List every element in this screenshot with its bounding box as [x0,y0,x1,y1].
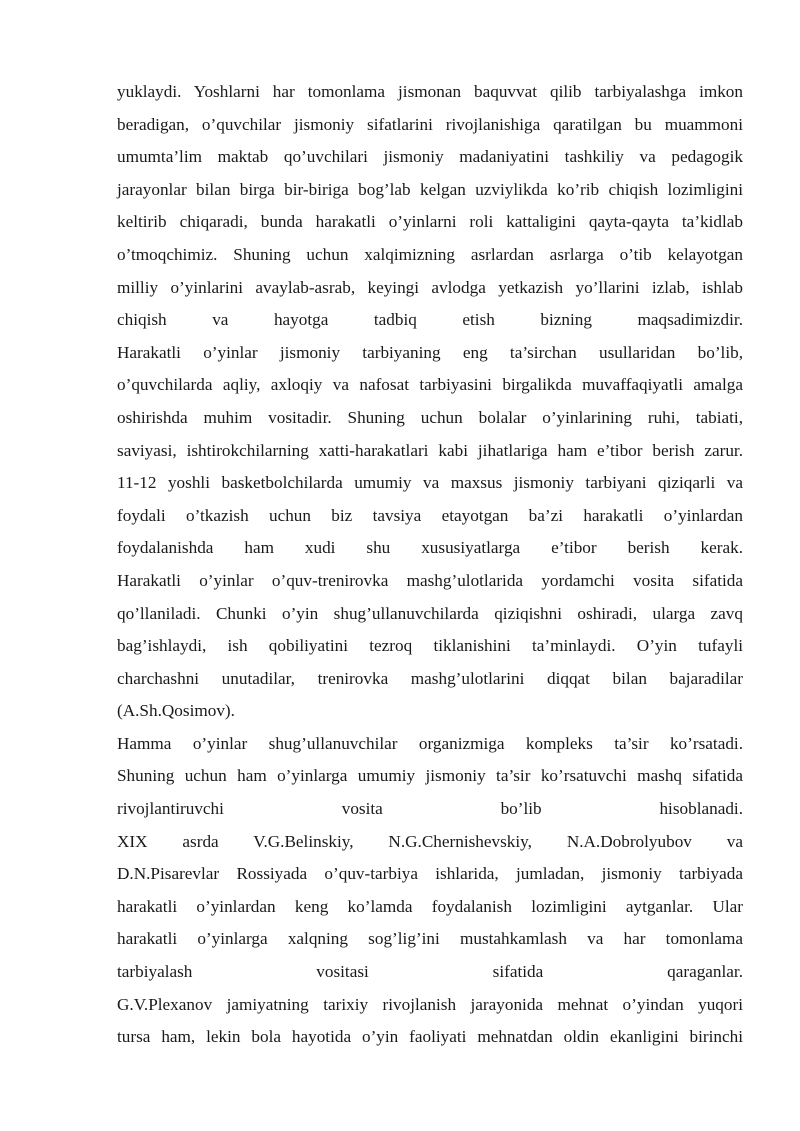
text-line: (A.Sh.Qosimov). [117,701,235,721]
text-line: foydali o’tkazish uchun biz tavsiya etayotgan ba’zi harakatli o’yinlardan [117,505,743,525]
text-line: rivojlantiruvchi vosita bo’lib hisoblanadi. [117,799,743,819]
text-line: tarbiyalash vositasi sifatida qaraganlar. [117,962,743,982]
text-line: chiqish va hayotga tadbiq etish bizning maqsadimizdir. [117,310,743,330]
text-line: tursa ham, lekin bola hayotida o’yin faoliyati mehnatdan oldin ekanligini birinchi [117,1027,743,1047]
text-line: charchashni unutadilar, trenirovka mashg’ulotlarini diqqat bilan bajaradilar [117,668,743,688]
text-line: Hamma o’yinlar shug’ullanuvchilar organizmiga kompleks ta’sir ko’rsatadi. [117,733,743,753]
body-text [117,76,743,1054]
text-line: beradigan, o’quvchilar jismoniy sifatlarini rivojlanishiga qaratilgan bu muammoni [117,114,743,134]
text-line: qo’llaniladi. Chunki o’yin shug’ullanuvchilarda qiziqishni oshiradi, ularga zavq [117,603,743,623]
text-line: Harakatli o’yinlar jismoniy tarbiyaning eng ta’sirchan usullaridan bo’lib, [117,342,743,362]
text-line: jarayonlar bilan birga bir-biriga bog’lab kelgan uzviylikda ko’rib chiqish lozimligini [117,179,743,199]
text-line: Harakatli o’yinlar o’quv-trenirovka mashg’ulotlarida yordamchi vosita sifatida [117,570,743,590]
text-line: yuklaydi. Yoshlarni har tomonlama jismonan baquvvat qilib tarbiyalashga imkon [117,82,743,101]
text-line: Shuning uchun ham o’yinlarga umumiy jismoniy ta’sir ko’rsatuvchi mashq sifatida [117,766,743,786]
text-line: o’quvchilarda aqliy, axloqiy va nafosat tarbiyasini birgalikda muvaffaqiyatli amalga [117,375,743,395]
text-line: D.N.Pisarevlar Rossiyada o’quv-tarbiya ishlarida, jumladan, jismoniy tarbiyada [117,864,743,884]
text-line: milliy o’yinlarini avaylab-asrab, keyingi avlodga yetkazish yo’llarini izlab, ishlab [117,277,743,297]
text-line: bag’ishlaydi, ish qobiliyatini tezroq tiklanishini ta’minlaydi. O’yin tufayli [117,636,743,656]
text-line: keltirib chiqaradi, bunda harakatli o’yinlarni roli kattaligini qayta-qayta ta’kidlab [117,212,743,232]
text-line: o’tmoqchimiz. Shuning uchun xalqimizning asrlardan asrlarga o’tib kelayotgan [117,244,743,264]
text-line: harakatli o’yinlarga xalqning sog’lig’ini mustahkamlash va har tomonlama [117,929,743,949]
text-line: XIX asrda V.G.Belinskiy, N.G.Chernishevskiy, N.A.Dobrolyubov va [117,831,743,851]
text-line: saviyasi, ishtirokchilarning xatti-harakatlari kabi jihatlariga ham e’tibor berish zarur. [117,440,743,460]
text-line: oshirishda muhim vositadir. Shuning uchun bolalar o’yinlarining ruhi, tabiati, [117,407,743,427]
text-line: G.V.Plexanov jamiyatning tarixiy rivojlanish jarayonida mehnat o’yindan yuqori [117,994,743,1014]
text-line: 11-12 yoshli basketbolchilarda umumiy va maxsus jismoniy tarbiyani qiziqarli va [117,473,743,493]
text-line: harakatli o’yinlardan keng ko’lamda foydalanish lozimligini aytganlar. Ular [117,896,743,916]
text-line: umumta’lim maktab qo’uvchilari jismoniy madaniyatini tashkiliy va pedagogik [117,147,743,167]
text-line: foydalanishda ham xudi shu xususiyatlarga e’tibor berish kerak. [117,538,743,558]
